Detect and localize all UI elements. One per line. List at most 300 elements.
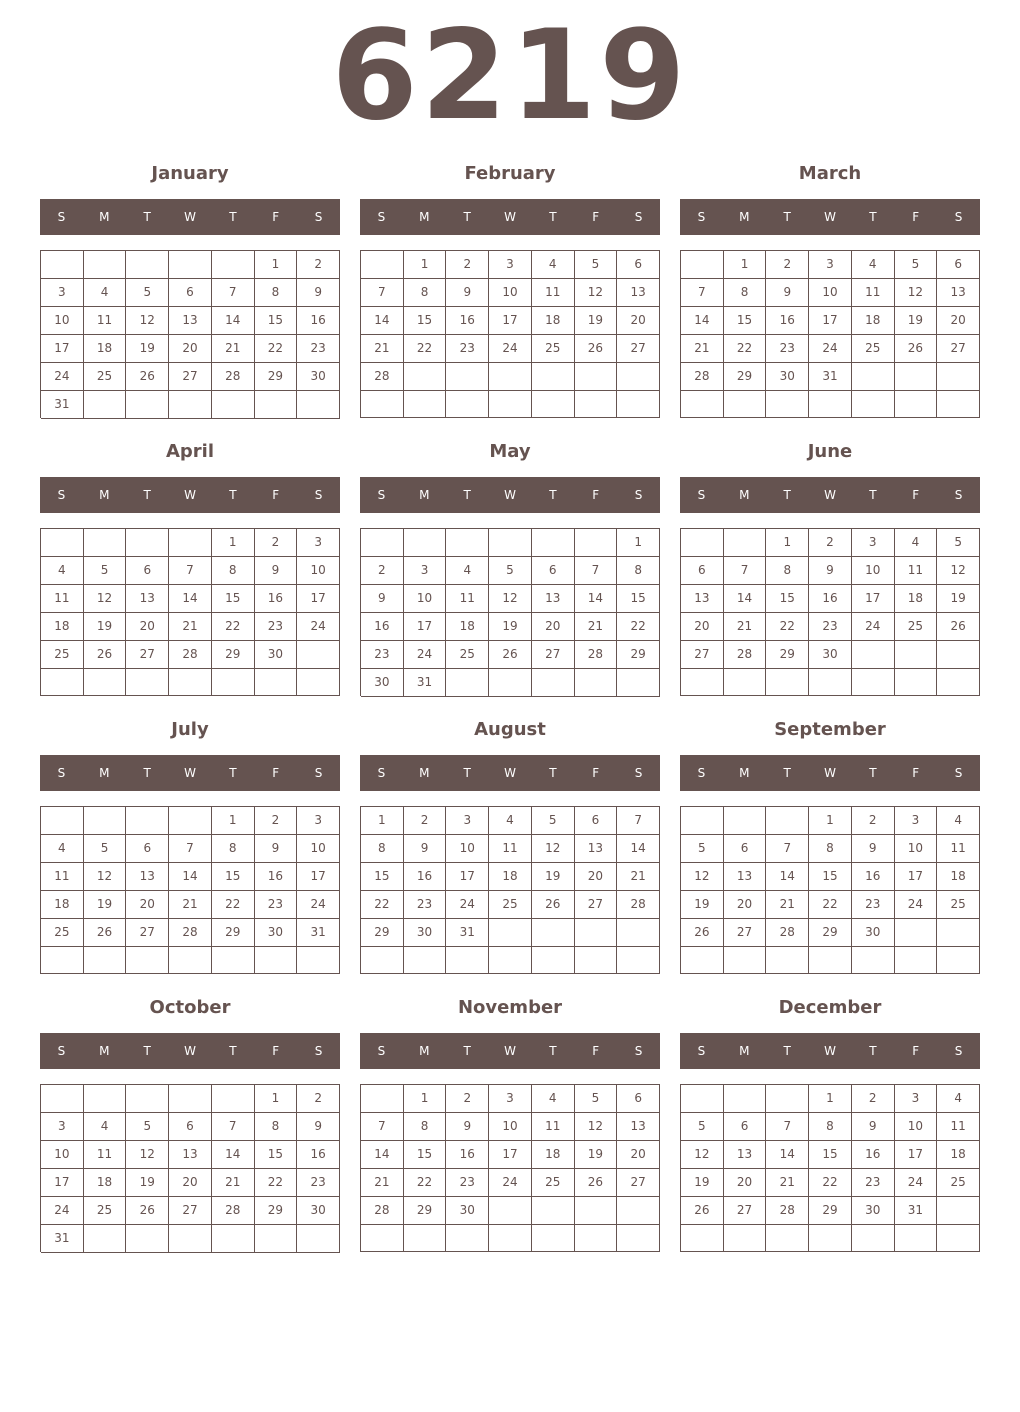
day-cell[interactable]: 14 (361, 1141, 404, 1169)
day-cell[interactable]: 8 (404, 279, 447, 307)
day-cell[interactable]: 3 (404, 557, 447, 585)
day-cell[interactable]: 11 (895, 557, 938, 585)
day-cell[interactable]: 27 (575, 891, 618, 919)
day-cell[interactable]: 1 (766, 529, 809, 557)
day-cell[interactable]: 5 (895, 251, 938, 279)
day-cell[interactable]: 10 (297, 557, 340, 585)
day-cell[interactable]: 6 (126, 835, 169, 863)
day-cell[interactable]: 14 (575, 585, 618, 613)
day-cell[interactable]: 5 (489, 557, 532, 585)
day-cell[interactable]: 4 (895, 529, 938, 557)
day-cell[interactable]: 24 (809, 335, 852, 363)
day-cell[interactable]: 1 (724, 251, 767, 279)
day-cell[interactable]: 14 (766, 1141, 809, 1169)
day-cell[interactable]: 6 (169, 1113, 212, 1141)
day-cell[interactable]: 31 (297, 919, 340, 947)
day-cell[interactable]: 22 (361, 891, 404, 919)
day-cell[interactable]: 5 (126, 1113, 169, 1141)
day-cell[interactable]: 13 (126, 863, 169, 891)
day-cell[interactable]: 23 (852, 891, 895, 919)
day-cell[interactable]: 7 (575, 557, 618, 585)
day-cell[interactable]: 16 (255, 863, 298, 891)
day-cell[interactable]: 7 (361, 1113, 404, 1141)
day-cell[interactable]: 21 (169, 891, 212, 919)
day-cell[interactable]: 30 (255, 919, 298, 947)
day-cell[interactable]: 26 (126, 1197, 169, 1225)
day-cell[interactable]: 8 (361, 835, 404, 863)
day-cell[interactable]: 19 (937, 585, 980, 613)
day-cell[interactable]: 20 (575, 863, 618, 891)
day-cell[interactable]: 25 (84, 1197, 127, 1225)
day-cell[interactable]: 14 (212, 1141, 255, 1169)
day-cell[interactable]: 10 (489, 279, 532, 307)
day-cell[interactable]: 27 (126, 641, 169, 669)
day-cell[interactable]: 18 (852, 307, 895, 335)
day-cell[interactable]: 24 (297, 613, 340, 641)
day-cell[interactable]: 19 (575, 1141, 618, 1169)
day-cell[interactable]: 7 (212, 1113, 255, 1141)
day-cell[interactable]: 1 (404, 1085, 447, 1113)
day-cell[interactable]: 29 (809, 919, 852, 947)
day-cell[interactable]: 29 (255, 1197, 298, 1225)
day-cell[interactable]: 2 (361, 557, 404, 585)
day-cell[interactable]: 28 (169, 641, 212, 669)
day-cell[interactable]: 8 (255, 279, 298, 307)
day-cell[interactable]: 9 (766, 279, 809, 307)
day-cell[interactable]: 9 (446, 1113, 489, 1141)
day-cell[interactable]: 22 (617, 613, 660, 641)
day-cell[interactable]: 10 (895, 835, 938, 863)
day-cell[interactable]: 30 (766, 363, 809, 391)
day-cell[interactable]: 18 (937, 863, 980, 891)
day-cell[interactable]: 15 (617, 585, 660, 613)
day-cell[interactable]: 16 (446, 307, 489, 335)
day-cell[interactable]: 2 (446, 1085, 489, 1113)
day-cell[interactable]: 4 (489, 807, 532, 835)
day-cell[interactable]: 3 (852, 529, 895, 557)
day-cell[interactable]: 21 (617, 863, 660, 891)
day-cell[interactable]: 2 (852, 807, 895, 835)
day-cell[interactable]: 24 (41, 1197, 84, 1225)
day-cell[interactable]: 27 (169, 1197, 212, 1225)
day-cell[interactable]: 22 (212, 613, 255, 641)
day-cell[interactable]: 18 (532, 1141, 575, 1169)
day-cell[interactable]: 6 (724, 835, 767, 863)
day-cell[interactable]: 4 (446, 557, 489, 585)
day-cell[interactable]: 17 (41, 335, 84, 363)
day-cell[interactable]: 4 (532, 1085, 575, 1113)
day-cell[interactable]: 15 (404, 1141, 447, 1169)
day-cell[interactable]: 24 (446, 891, 489, 919)
day-cell[interactable]: 27 (532, 641, 575, 669)
day-cell[interactable]: 26 (575, 335, 618, 363)
day-cell[interactable]: 2 (297, 1085, 340, 1113)
day-cell[interactable]: 26 (84, 919, 127, 947)
day-cell[interactable]: 28 (212, 1197, 255, 1225)
day-cell[interactable]: 1 (255, 251, 298, 279)
day-cell[interactable]: 17 (446, 863, 489, 891)
day-cell[interactable]: 4 (852, 251, 895, 279)
day-cell[interactable]: 11 (532, 279, 575, 307)
day-cell[interactable]: 5 (937, 529, 980, 557)
day-cell[interactable]: 4 (41, 835, 84, 863)
day-cell[interactable]: 16 (852, 1141, 895, 1169)
day-cell[interactable]: 8 (404, 1113, 447, 1141)
day-cell[interactable]: 8 (724, 279, 767, 307)
day-cell[interactable]: 17 (297, 585, 340, 613)
day-cell[interactable]: 27 (724, 919, 767, 947)
day-cell[interactable]: 11 (489, 835, 532, 863)
day-cell[interactable]: 7 (169, 557, 212, 585)
day-cell[interactable]: 24 (297, 891, 340, 919)
day-cell[interactable]: 16 (255, 585, 298, 613)
day-cell[interactable]: 6 (617, 251, 660, 279)
day-cell[interactable]: 13 (532, 585, 575, 613)
day-cell[interactable]: 28 (617, 891, 660, 919)
day-cell[interactable]: 1 (809, 1085, 852, 1113)
day-cell[interactable]: 22 (404, 1169, 447, 1197)
day-cell[interactable]: 4 (41, 557, 84, 585)
day-cell[interactable]: 21 (724, 613, 767, 641)
day-cell[interactable]: 29 (255, 363, 298, 391)
day-cell[interactable]: 10 (809, 279, 852, 307)
day-cell[interactable]: 4 (937, 807, 980, 835)
day-cell[interactable]: 6 (169, 279, 212, 307)
day-cell[interactable]: 16 (361, 613, 404, 641)
day-cell[interactable]: 10 (852, 557, 895, 585)
day-cell[interactable]: 11 (84, 307, 127, 335)
day-cell[interactable]: 22 (255, 335, 298, 363)
day-cell[interactable]: 12 (84, 585, 127, 613)
day-cell[interactable]: 7 (766, 1113, 809, 1141)
day-cell[interactable]: 12 (937, 557, 980, 585)
day-cell[interactable]: 9 (255, 835, 298, 863)
day-cell[interactable]: 7 (617, 807, 660, 835)
day-cell[interactable]: 29 (361, 919, 404, 947)
day-cell[interactable]: 15 (212, 863, 255, 891)
day-cell[interactable]: 20 (724, 1169, 767, 1197)
day-cell[interactable]: 2 (809, 529, 852, 557)
day-cell[interactable]: 10 (41, 307, 84, 335)
day-cell[interactable]: 12 (681, 863, 724, 891)
day-cell[interactable]: 20 (169, 335, 212, 363)
day-cell[interactable]: 2 (852, 1085, 895, 1113)
day-cell[interactable]: 17 (809, 307, 852, 335)
day-cell[interactable]: 30 (297, 1197, 340, 1225)
day-cell[interactable]: 18 (937, 1141, 980, 1169)
day-cell[interactable]: 17 (404, 613, 447, 641)
day-cell[interactable]: 23 (297, 335, 340, 363)
day-cell[interactable]: 11 (41, 863, 84, 891)
day-cell[interactable]: 15 (212, 585, 255, 613)
day-cell[interactable]: 15 (724, 307, 767, 335)
day-cell[interactable]: 12 (681, 1141, 724, 1169)
day-cell[interactable]: 12 (575, 279, 618, 307)
day-cell[interactable]: 22 (809, 891, 852, 919)
day-cell[interactable]: 23 (852, 1169, 895, 1197)
day-cell[interactable]: 13 (617, 279, 660, 307)
day-cell[interactable]: 7 (724, 557, 767, 585)
day-cell[interactable]: 12 (489, 585, 532, 613)
day-cell[interactable]: 19 (532, 863, 575, 891)
day-cell[interactable]: 29 (809, 1197, 852, 1225)
day-cell[interactable]: 26 (532, 891, 575, 919)
day-cell[interactable]: 16 (809, 585, 852, 613)
day-cell[interactable]: 8 (212, 557, 255, 585)
day-cell[interactable]: 14 (766, 863, 809, 891)
day-cell[interactable]: 14 (212, 307, 255, 335)
day-cell[interactable]: 1 (212, 807, 255, 835)
day-cell[interactable]: 21 (212, 1169, 255, 1197)
day-cell[interactable]: 25 (41, 919, 84, 947)
day-cell[interactable]: 13 (169, 1141, 212, 1169)
day-cell[interactable]: 17 (297, 863, 340, 891)
day-cell[interactable]: 1 (617, 529, 660, 557)
day-cell[interactable]: 27 (937, 335, 980, 363)
day-cell[interactable]: 5 (84, 557, 127, 585)
day-cell[interactable]: 9 (255, 557, 298, 585)
day-cell[interactable]: 13 (575, 835, 618, 863)
day-cell[interactable]: 4 (532, 251, 575, 279)
day-cell[interactable]: 26 (489, 641, 532, 669)
day-cell[interactable]: 18 (41, 613, 84, 641)
day-cell[interactable]: 14 (724, 585, 767, 613)
day-cell[interactable]: 15 (809, 1141, 852, 1169)
day-cell[interactable]: 13 (617, 1113, 660, 1141)
day-cell[interactable]: 21 (575, 613, 618, 641)
day-cell[interactable]: 9 (852, 835, 895, 863)
day-cell[interactable]: 9 (446, 279, 489, 307)
day-cell[interactable]: 8 (809, 835, 852, 863)
day-cell[interactable]: 6 (575, 807, 618, 835)
day-cell[interactable]: 5 (681, 1113, 724, 1141)
day-cell[interactable]: 19 (681, 1169, 724, 1197)
day-cell[interactable]: 9 (297, 279, 340, 307)
day-cell[interactable]: 30 (852, 919, 895, 947)
day-cell[interactable]: 19 (126, 335, 169, 363)
day-cell[interactable]: 25 (532, 335, 575, 363)
day-cell[interactable]: 19 (126, 1169, 169, 1197)
day-cell[interactable]: 8 (212, 835, 255, 863)
day-cell[interactable]: 3 (895, 807, 938, 835)
day-cell[interactable]: 30 (297, 363, 340, 391)
day-cell[interactable]: 8 (809, 1113, 852, 1141)
day-cell[interactable]: 9 (809, 557, 852, 585)
day-cell[interactable]: 1 (404, 251, 447, 279)
day-cell[interactable]: 14 (681, 307, 724, 335)
day-cell[interactable]: 6 (724, 1113, 767, 1141)
day-cell[interactable]: 30 (404, 919, 447, 947)
day-cell[interactable]: 12 (532, 835, 575, 863)
day-cell[interactable]: 27 (169, 363, 212, 391)
day-cell[interactable]: 15 (255, 1141, 298, 1169)
day-cell[interactable]: 22 (809, 1169, 852, 1197)
day-cell[interactable]: 3 (41, 1113, 84, 1141)
day-cell[interactable]: 17 (895, 1141, 938, 1169)
day-cell[interactable]: 31 (41, 1225, 84, 1253)
day-cell[interactable]: 25 (852, 335, 895, 363)
day-cell[interactable]: 21 (766, 891, 809, 919)
day-cell[interactable]: 11 (852, 279, 895, 307)
day-cell[interactable]: 31 (41, 391, 84, 419)
day-cell[interactable]: 18 (895, 585, 938, 613)
day-cell[interactable]: 19 (681, 891, 724, 919)
day-cell[interactable]: 18 (446, 613, 489, 641)
day-cell[interactable]: 4 (84, 1113, 127, 1141)
day-cell[interactable]: 6 (532, 557, 575, 585)
day-cell[interactable]: 10 (489, 1113, 532, 1141)
day-cell[interactable]: 29 (404, 1197, 447, 1225)
day-cell[interactable]: 2 (297, 251, 340, 279)
day-cell[interactable]: 3 (297, 529, 340, 557)
day-cell[interactable]: 26 (126, 363, 169, 391)
day-cell[interactable]: 8 (255, 1113, 298, 1141)
day-cell[interactable]: 9 (297, 1113, 340, 1141)
day-cell[interactable]: 1 (255, 1085, 298, 1113)
day-cell[interactable]: 5 (575, 251, 618, 279)
day-cell[interactable]: 11 (937, 835, 980, 863)
day-cell[interactable]: 5 (84, 835, 127, 863)
day-cell[interactable]: 29 (212, 919, 255, 947)
day-cell[interactable]: 2 (404, 807, 447, 835)
day-cell[interactable]: 7 (766, 835, 809, 863)
day-cell[interactable]: 3 (489, 251, 532, 279)
day-cell[interactable]: 24 (489, 335, 532, 363)
day-cell[interactable]: 15 (404, 307, 447, 335)
day-cell[interactable]: 12 (126, 307, 169, 335)
day-cell[interactable]: 28 (724, 641, 767, 669)
day-cell[interactable]: 19 (489, 613, 532, 641)
day-cell[interactable]: 29 (212, 641, 255, 669)
day-cell[interactable]: 26 (575, 1169, 618, 1197)
day-cell[interactable]: 16 (852, 863, 895, 891)
day-cell[interactable]: 26 (895, 335, 938, 363)
day-cell[interactable]: 26 (937, 613, 980, 641)
day-cell[interactable]: 20 (169, 1169, 212, 1197)
day-cell[interactable]: 23 (766, 335, 809, 363)
day-cell[interactable]: 20 (681, 613, 724, 641)
day-cell[interactable]: 21 (681, 335, 724, 363)
day-cell[interactable]: 22 (404, 335, 447, 363)
day-cell[interactable]: 6 (937, 251, 980, 279)
day-cell[interactable]: 30 (809, 641, 852, 669)
day-cell[interactable]: 31 (809, 363, 852, 391)
day-cell[interactable]: 11 (446, 585, 489, 613)
day-cell[interactable]: 25 (895, 613, 938, 641)
day-cell[interactable]: 25 (84, 363, 127, 391)
day-cell[interactable]: 1 (361, 807, 404, 835)
day-cell[interactable]: 12 (575, 1113, 618, 1141)
day-cell[interactable]: 8 (766, 557, 809, 585)
day-cell[interactable]: 23 (255, 613, 298, 641)
day-cell[interactable]: 9 (361, 585, 404, 613)
day-cell[interactable]: 11 (532, 1113, 575, 1141)
day-cell[interactable]: 20 (617, 1141, 660, 1169)
day-cell[interactable]: 20 (617, 307, 660, 335)
day-cell[interactable]: 29 (617, 641, 660, 669)
day-cell[interactable]: 23 (446, 335, 489, 363)
day-cell[interactable]: 24 (41, 363, 84, 391)
day-cell[interactable]: 24 (404, 641, 447, 669)
day-cell[interactable]: 28 (361, 363, 404, 391)
day-cell[interactable]: 10 (41, 1141, 84, 1169)
day-cell[interactable]: 24 (895, 1169, 938, 1197)
day-cell[interactable]: 16 (446, 1141, 489, 1169)
day-cell[interactable]: 15 (255, 307, 298, 335)
day-cell[interactable]: 18 (532, 307, 575, 335)
day-cell[interactable]: 4 (84, 279, 127, 307)
day-cell[interactable]: 7 (169, 835, 212, 863)
day-cell[interactable]: 20 (126, 613, 169, 641)
day-cell[interactable]: 5 (126, 279, 169, 307)
day-cell[interactable]: 16 (766, 307, 809, 335)
day-cell[interactable]: 3 (446, 807, 489, 835)
day-cell[interactable]: 9 (404, 835, 447, 863)
day-cell[interactable]: 27 (617, 1169, 660, 1197)
day-cell[interactable]: 27 (126, 919, 169, 947)
day-cell[interactable]: 19 (84, 891, 127, 919)
day-cell[interactable]: 14 (169, 585, 212, 613)
day-cell[interactable]: 1 (809, 807, 852, 835)
day-cell[interactable]: 22 (766, 613, 809, 641)
day-cell[interactable]: 3 (895, 1085, 938, 1113)
day-cell[interactable]: 7 (212, 279, 255, 307)
day-cell[interactable]: 23 (404, 891, 447, 919)
day-cell[interactable]: 6 (681, 557, 724, 585)
day-cell[interactable]: 28 (361, 1197, 404, 1225)
day-cell[interactable]: 11 (41, 585, 84, 613)
day-cell[interactable]: 11 (84, 1141, 127, 1169)
day-cell[interactable]: 29 (766, 641, 809, 669)
day-cell[interactable]: 3 (489, 1085, 532, 1113)
day-cell[interactable]: 8 (617, 557, 660, 585)
day-cell[interactable]: 22 (724, 335, 767, 363)
day-cell[interactable]: 12 (895, 279, 938, 307)
day-cell[interactable]: 30 (446, 1197, 489, 1225)
day-cell[interactable]: 16 (297, 1141, 340, 1169)
day-cell[interactable]: 16 (404, 863, 447, 891)
day-cell[interactable]: 25 (532, 1169, 575, 1197)
day-cell[interactable]: 1 (212, 529, 255, 557)
day-cell[interactable]: 24 (895, 891, 938, 919)
day-cell[interactable]: 28 (766, 1197, 809, 1225)
day-cell[interactable]: 25 (489, 891, 532, 919)
day-cell[interactable]: 18 (489, 863, 532, 891)
day-cell[interactable]: 17 (489, 1141, 532, 1169)
day-cell[interactable]: 13 (169, 307, 212, 335)
day-cell[interactable]: 16 (297, 307, 340, 335)
day-cell[interactable]: 4 (937, 1085, 980, 1113)
day-cell[interactable]: 28 (681, 363, 724, 391)
day-cell[interactable]: 23 (255, 891, 298, 919)
day-cell[interactable]: 21 (361, 335, 404, 363)
day-cell[interactable]: 26 (681, 1197, 724, 1225)
day-cell[interactable]: 25 (446, 641, 489, 669)
day-cell[interactable]: 22 (255, 1169, 298, 1197)
day-cell[interactable]: 14 (617, 835, 660, 863)
day-cell[interactable]: 23 (446, 1169, 489, 1197)
day-cell[interactable]: 26 (84, 641, 127, 669)
day-cell[interactable]: 24 (489, 1169, 532, 1197)
day-cell[interactable]: 18 (84, 1169, 127, 1197)
day-cell[interactable]: 23 (297, 1169, 340, 1197)
day-cell[interactable]: 31 (404, 669, 447, 697)
day-cell[interactable]: 21 (361, 1169, 404, 1197)
day-cell[interactable]: 20 (724, 891, 767, 919)
day-cell[interactable]: 2 (766, 251, 809, 279)
day-cell[interactable]: 18 (41, 891, 84, 919)
day-cell[interactable]: 13 (937, 279, 980, 307)
